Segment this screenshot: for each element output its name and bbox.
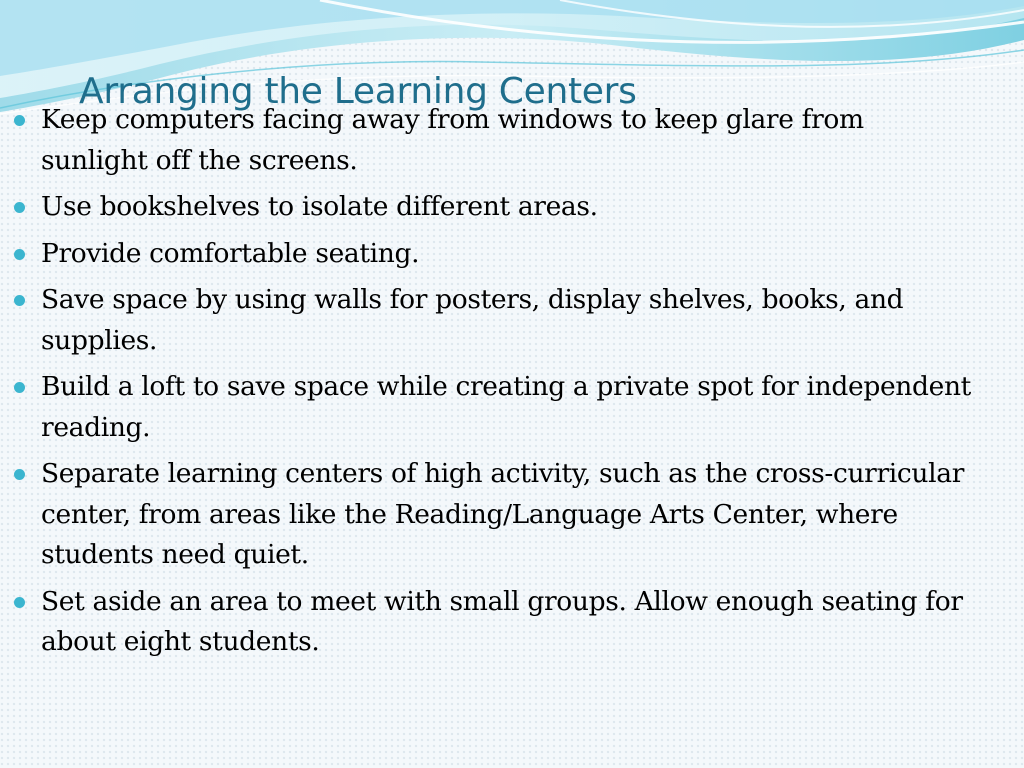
bullet-item [14,582,974,663]
bullet-item [14,234,974,275]
bullet-dot-icon [14,597,25,608]
bullet-text: Use bookshelves to isolate different areas. [41,191,598,222]
bullet-item [14,100,974,181]
bullet-item [14,367,974,448]
bullet-text: Provide comfortable seating. [41,237,420,269]
bullet-item [14,187,974,228]
bullet-dot-icon [14,469,25,480]
bullet-text: Build a loft to save space while creating a private spot for independent reading. [41,371,971,443]
bullet-text: Separate learning centers of high activity, such as the cross-curricular center, from areas like the Reading/Language Arts Center, where students need quiet. [41,458,965,570]
bullet-dot-icon [14,115,25,126]
bullet-dot-icon [14,382,25,393]
slide-title: Arranging the Learning Centers [79,71,637,112]
bullet-text: Set aside an area to meet with small groups. Allow enough seating for about eight students. [41,585,963,657]
bullet-item [14,280,974,361]
bullet-text: Keep computers facing away from windows to keep glare from sunlight off the screens. [41,104,864,176]
bullet-dot-icon [14,295,25,306]
bullet-item [14,454,974,576]
bullet-text: Save space by using walls for posters, display shelves, books, and supplies. [41,284,904,356]
bullet-list [14,100,974,669]
bullet-dot-icon [14,202,25,213]
bullet-dot-icon [14,249,25,260]
